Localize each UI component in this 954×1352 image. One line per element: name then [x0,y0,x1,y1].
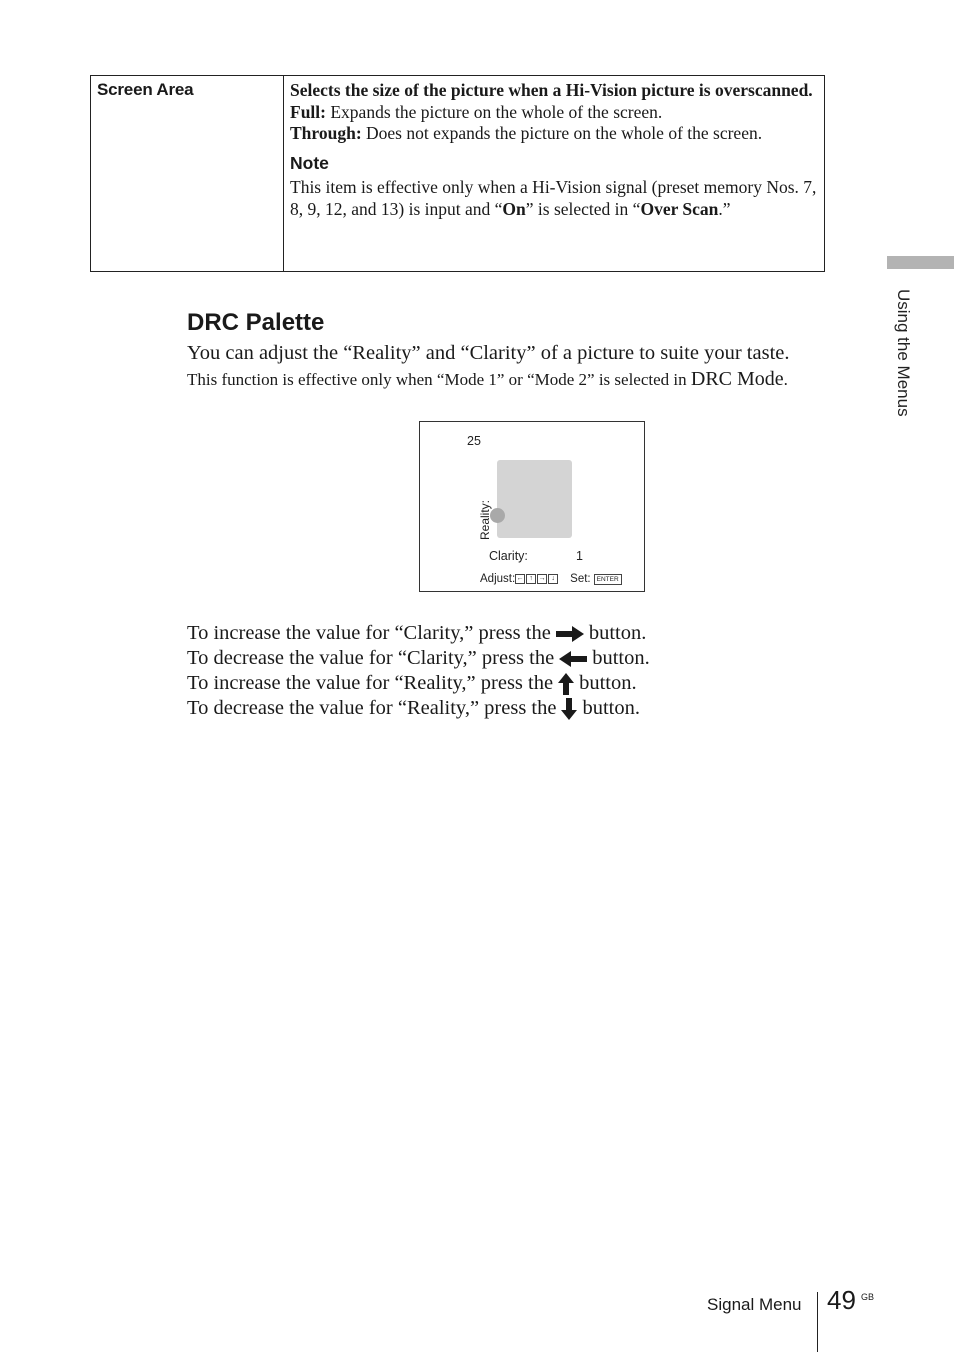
up-arrow-icon [557,672,575,696]
set-label: Set: [570,573,591,585]
item-description-cell [284,76,824,271]
side-tab-marker [887,256,954,269]
palette-footer [480,573,622,585]
note-text-part: .” [718,198,731,219]
note-heading: Note [290,152,329,173]
item-name: Screen Area [97,80,194,99]
footer-divider [817,1292,818,1352]
instructions [187,621,650,721]
drc-palette-figure [419,421,645,592]
instruction-text: To increase the value for “Reality,” press the [187,672,554,694]
item-name-cell [91,76,284,271]
page-suffix: GB [861,1292,875,1302]
note-text-part: ” is selected in “ [525,198,641,219]
intro-note-mode: DRC Mode [690,368,784,390]
left-arrow-icon [558,650,588,668]
settings-table [90,75,825,272]
full-text: Expands the picture on the whole of the screen. [325,101,663,122]
instruction-text: To decrease the value for “Reality,” press the [187,697,557,719]
down-key-icon: ↓ [548,574,558,584]
side-section-label: Using the Menus [894,289,913,417]
footer-section-name: Signal Menu [707,1295,802,1314]
page-number: 49 [827,1285,856,1315]
up-key-icon: ↑ [526,574,536,584]
right-key-icon: → [538,575,546,582]
instruction-tail: button. [592,647,650,669]
full-option [290,102,818,124]
full-label: Full: [290,101,326,122]
right-arrow-icon [555,625,585,643]
intro-text: You can adjust the “Reality” and “Clarity” of a picture to suite your taste. [187,342,790,364]
through-text: Does not expands the picture on the whole of the screen. [361,123,763,143]
note-on: On [502,198,526,219]
clarity-label: Clarity: [489,549,528,563]
note-overscan: Over Scan [640,198,719,219]
instruction-tail: button. [582,697,641,719]
intro-note-text: This function is effective only when “Mode 1” or “Mode 2” is selected in [187,370,691,389]
left-key-icon: ← [516,575,524,582]
instruction-line [187,621,650,646]
through-label: Through: [290,123,362,143]
reality-label: Reality: [478,499,492,540]
adjust-label: Adjust: [480,573,516,585]
item-heading: Selects the size of the picture when a Hi-Vision picture is overscanned. [290,80,813,100]
intro-note [187,368,788,391]
palette-area [497,460,572,538]
instruction-line [187,696,650,721]
palette-cursor [490,508,505,523]
note-text [290,177,818,220]
instruction-text: To increase the value for “Clarity,” press the [187,622,551,644]
instruction-text: To decrease the value for “Clarity,” press the [187,647,555,669]
note-text-part: This item is effective only when a Hi-Vision signal (preset memory Nos. 7, 8, 9, 12, and 13) is input and “ [290,177,817,219]
palette-max-value: 25 [467,434,481,448]
section-title: DRC Palette [187,309,325,336]
instruction-tail: button. [588,622,647,644]
intro-note-end: . [783,370,788,389]
clarity-value: 1 [576,549,583,563]
instruction-line [187,646,650,671]
down-arrow-icon [560,697,578,721]
instruction-line [187,671,650,696]
instruction-tail: button. [579,672,637,694]
through-option [290,123,818,145]
enter-key-icon: ENTER [594,574,622,585]
